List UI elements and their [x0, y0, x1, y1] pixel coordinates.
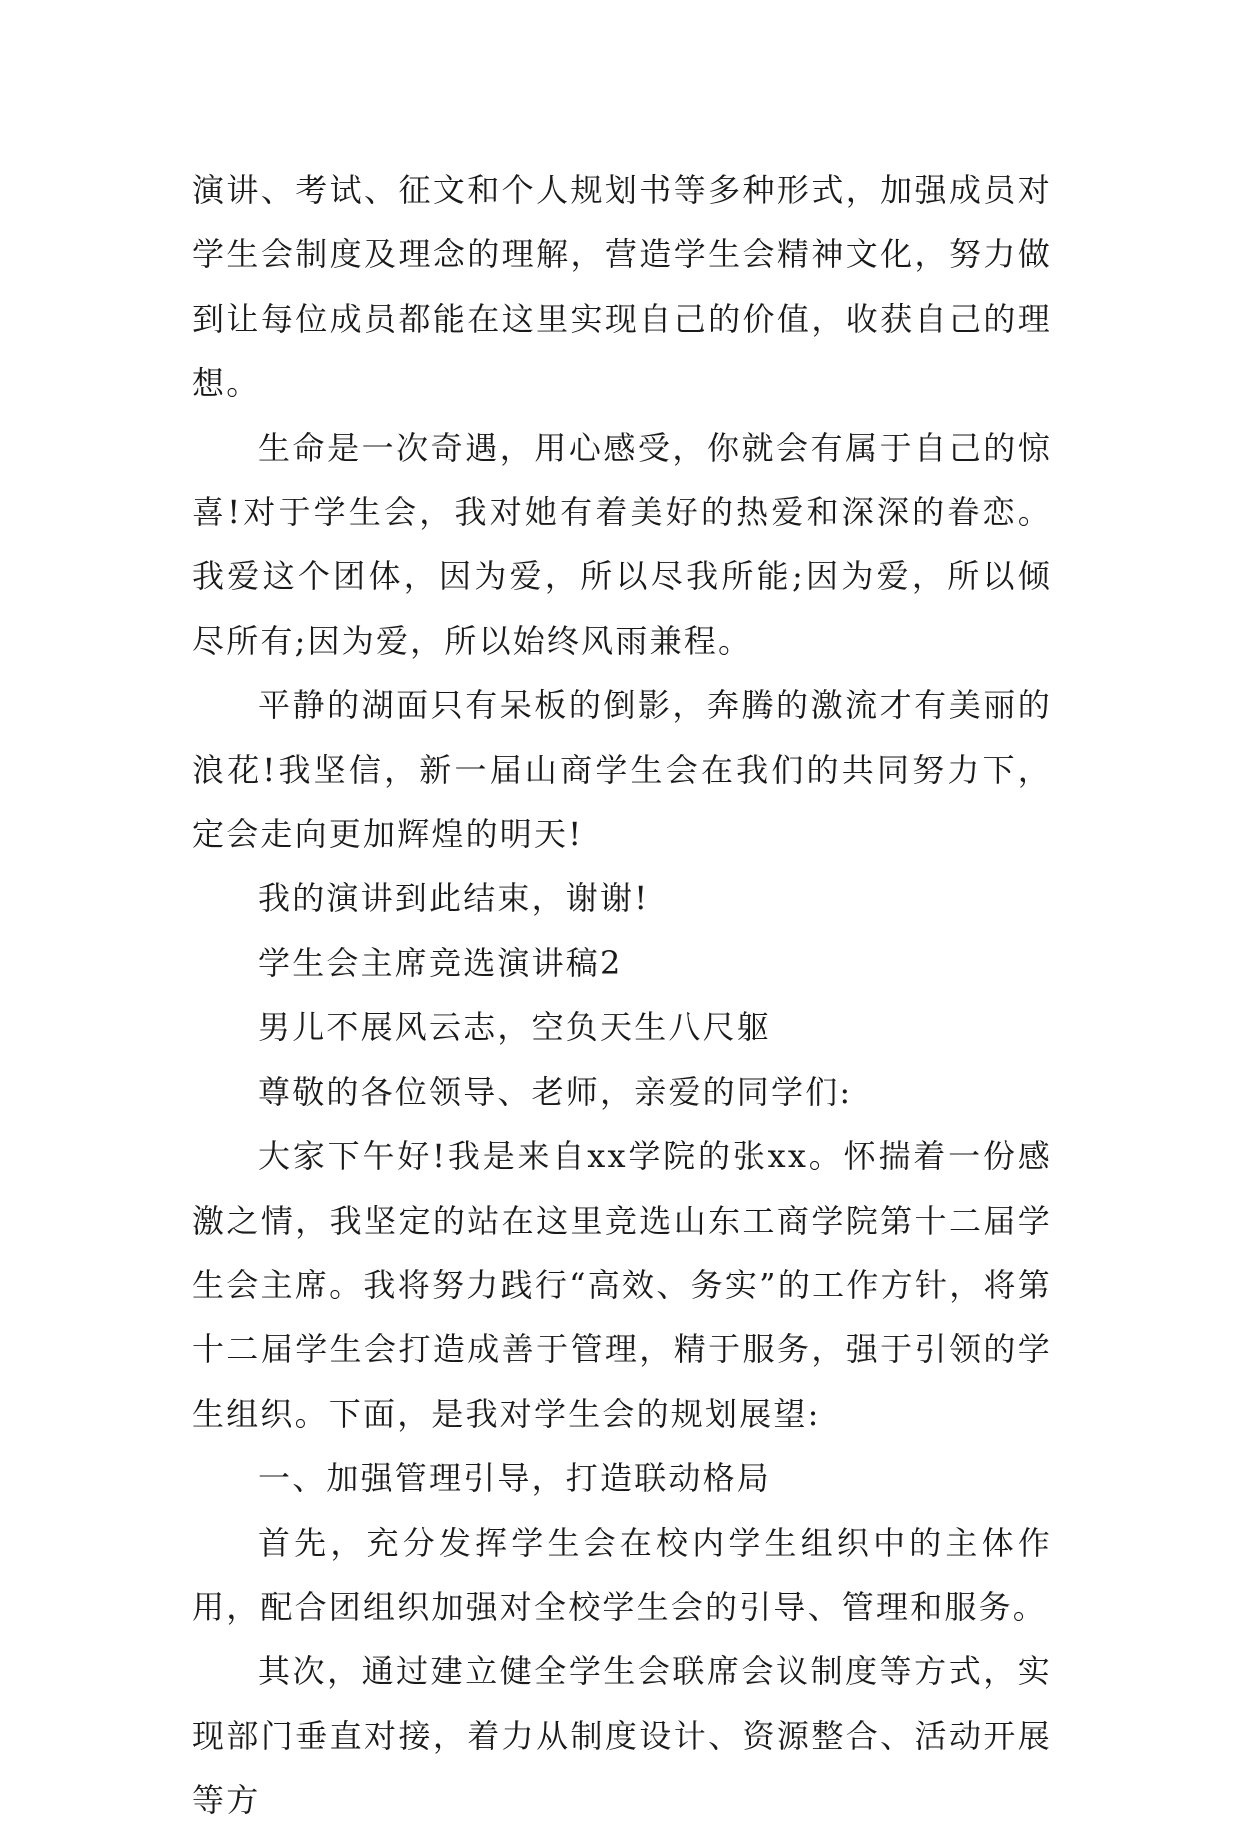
paragraph-2: 生命是一次奇遇，用心感受，你就会有属于自己的惊喜!对于学生会，我对她有着美好的热爱和深深的眷恋。我爱这个团体，因为爱，所以尽我所能;因为爱，所以倾尽所有;因为爱，所以始终风雨兼程。: [192, 428, 1052, 660]
salutation: 尊敬的各位领导、老师，亲爱的同学们:: [258, 1072, 853, 1111]
document-body: [192, 158, 1052, 1833]
paragraph-3: 平静的湖面只有呆板的倒影，奔腾的激流才有美丽的浪花!我坚信，新一届山商学生会在我们的共同努力下，定会走向更加辉煌的明天!: [192, 686, 1052, 854]
paragraph-6: 男儿不展风云志，空负天生八尺躯: [258, 1008, 772, 1047]
paragraph-1: 演讲、考试、征文和个人规划书等多种形式，加强成员对学生会制度及理念的理解，营造学生会精神文化，努力做到让每位成员都能在这里实现自己的价值，收获自己的理想。: [192, 171, 1052, 403]
paragraph-10: 首先，充分发挥学生会在校内学生组织中的主体作用，配合团组织加强对全校学生会的引导、管理和服务。: [192, 1523, 1052, 1626]
paragraph-11: 其次，通过建立健全学生会联席会议制度等方式，实现部门垂直对接，着力从制度设计、资源整合、活动开展等方: [192, 1652, 1052, 1820]
section-title: 学生会主席竞选演讲稿2: [258, 943, 623, 982]
paragraph-8: 大家下午好!我是来自xx学院的张xx。怀揣着一份感激之情，我坚定的站在这里竞选山东工商学院第十二届学生会主席。我将努力践行“高效、务实”的工作方针，将第十二届学生会打造成善于管理，精于服务，强于引领的学生组织。下面，是我对学生会的规划展望:: [192, 1137, 1052, 1433]
subheading-1: 一、加强管理引导，打造联动格局: [258, 1459, 772, 1498]
paragraph-4: 我的演讲到此结束，谢谢!: [258, 879, 650, 918]
